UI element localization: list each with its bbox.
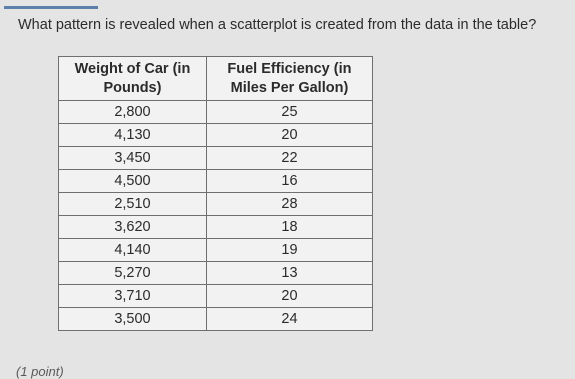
table-row [59,124,373,147]
weight-cell: 3,620 [59,216,207,239]
table-row [59,101,373,124]
mpg-cell: 24 [206,308,372,331]
weight-cell: 5,270 [59,262,207,285]
table-row [59,239,373,262]
mpg-cell: 13 [206,262,372,285]
table-header-row [59,57,373,101]
mpg-cell: 19 [206,239,372,262]
weight-cell: 2,800 [59,101,207,124]
table-row [59,170,373,193]
data-table [58,56,373,331]
progress-accent-bar [4,6,98,9]
weight-cell: 3,500 [59,308,207,331]
table-row [59,193,373,216]
mpg-cell: 25 [206,101,372,124]
question-text: What pattern is revealed when a scatterplot is created from the data in the table? [18,17,537,33]
column-header-weight: Weight of Car (in Pounds) [59,57,207,101]
weight-cell: 4,130 [59,124,207,147]
points-label: (1 point) [16,364,64,379]
table-row [59,147,373,170]
mpg-cell: 20 [206,285,372,308]
mpg-cell: 18 [206,216,372,239]
table-row [59,262,373,285]
mpg-cell: 28 [206,193,372,216]
weight-cell: 2,510 [59,193,207,216]
mpg-cell: 16 [206,170,372,193]
weight-cell: 4,140 [59,239,207,262]
weight-cell: 3,450 [59,147,207,170]
mpg-cell: 20 [206,124,372,147]
column-header-fuel-efficiency: Fuel Efficiency (in Miles Per Gallon) [206,57,372,101]
table-row [59,216,373,239]
weight-cell: 3,710 [59,285,207,308]
weight-cell: 4,500 [59,170,207,193]
mpg-cell: 22 [206,147,372,170]
table-row [59,308,373,331]
table-row [59,285,373,308]
